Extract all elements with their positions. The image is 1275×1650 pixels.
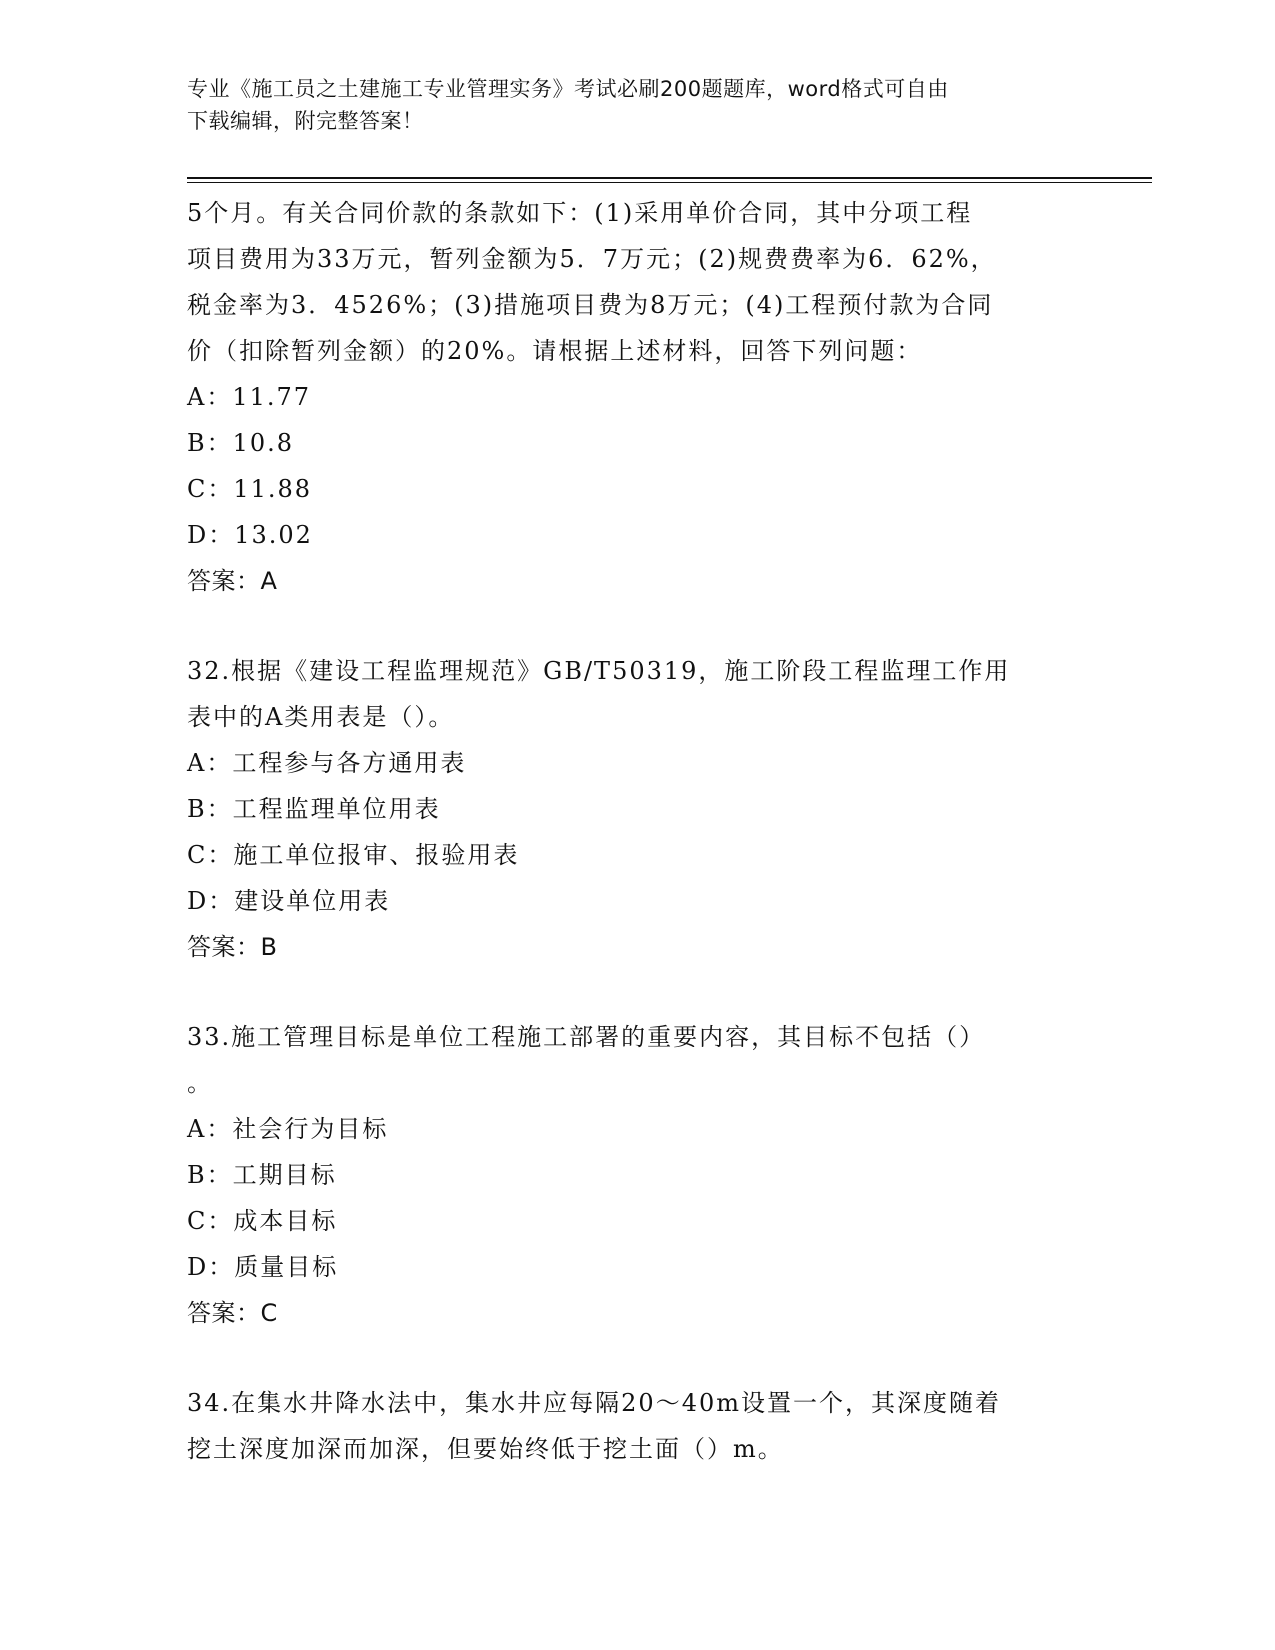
question-text-line: 价（扣除暂列金额）的20%。请根据上述材料，回答下列问题： [187,337,923,365]
question-31 [187,190,1067,604]
option-a: A：11.77 [187,383,312,411]
option-c: C：施工单位报审、报验用表 [187,841,520,869]
document-header [187,73,1067,137]
option-a: A：社会行为目标 [187,1115,389,1143]
answer-label: 答案：B [187,933,278,961]
question-text-line: 税金率为3．4526%；(3)措施项目费为8万元；(4)工程预付款为合同 [187,291,994,319]
answer-label: 答案：A [187,567,278,595]
question-34 [187,1380,1067,1472]
option-d: D：建设单位用表 [187,887,391,915]
question-32 [187,648,1067,970]
question-text-line: 。 [187,1069,213,1097]
answer-label: 答案：C [187,1299,278,1327]
question-text-line: 表中的A类用表是（）。 [187,703,455,731]
header-line-2: 下载编辑，附完整答案！ [187,109,424,133]
option-c: C：11.88 [187,475,313,503]
question-text-line: 项目费用为33万元，暂列金额为5．7万元；(2)规费费率为6．62%， [187,245,997,273]
question-text-line: 32.根据《建设工程监理规范》GB/T50319，施工阶段工程监理工作用 [187,657,1011,685]
option-a: A：工程参与各方通用表 [187,749,467,777]
question-spacer [187,604,1067,648]
question-spacer [187,1336,1067,1380]
header-rule-thick [187,177,1152,179]
option-d: D：13.02 [187,521,313,549]
question-33 [187,1014,1067,1336]
question-text-line: 33.施工管理目标是单位工程施工部署的重要内容，其目标不包括（） [187,1023,986,1051]
option-b: B：10.8 [187,429,295,457]
question-text-line: 34.在集水井降水法中，集水井应每隔20～40m设置一个，其深度随着 [187,1389,1002,1417]
option-d: D：质量目标 [187,1253,339,1281]
option-c: C：成本目标 [187,1207,338,1235]
option-b: B：工期目标 [187,1161,337,1189]
question-list [187,190,1067,1472]
header-rule-thin [187,182,1152,183]
question-text-line: 挖土深度加深而加深，但要始终低于挖土面（）m。 [187,1435,784,1463]
question-text-line: 5个月。有关合同价款的条款如下：(1)采用单价合同，其中分项工程 [187,199,973,227]
option-b: B：工程监理单位用表 [187,795,441,823]
question-spacer [187,970,1067,1014]
header-line-1: 专业《施工员之土建施工专业管理实务》考试必刷200题题库，word格式可自由 [187,77,949,101]
